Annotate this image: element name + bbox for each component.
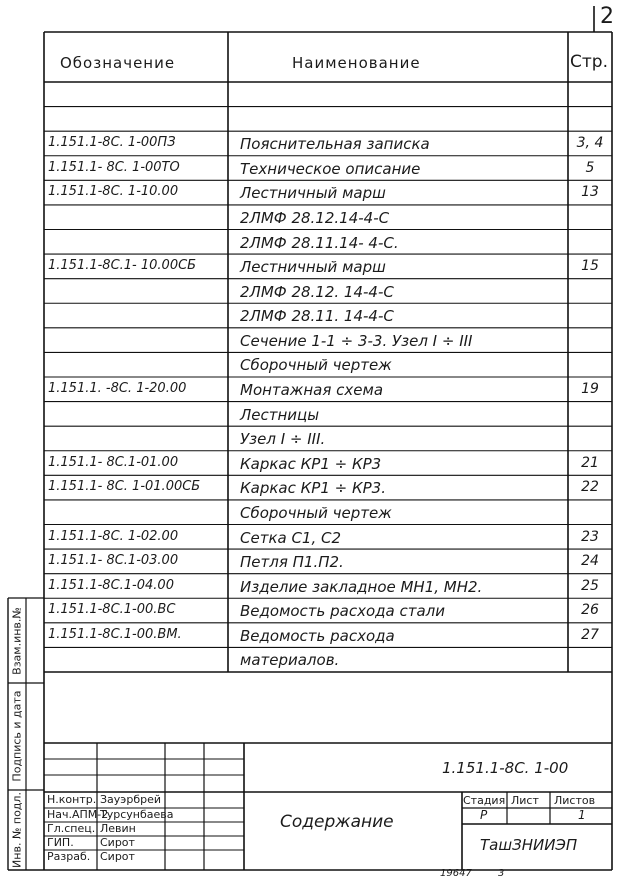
row-designation: 1.151.1- 8С. 1-00ТО xyxy=(48,159,180,175)
row-name: Лестничный марш xyxy=(240,258,386,277)
row-designation: 1.151.1-8С.1-00.ВС xyxy=(48,602,176,618)
row-page: 21 xyxy=(581,454,599,471)
row-name: Каркас КР1 ÷ КР3. xyxy=(240,479,386,498)
stamp-replacement-inv: Взам.инв.№ xyxy=(10,607,24,675)
signature-name: Зауэрбрей xyxy=(100,793,162,806)
row-page: 23 xyxy=(581,528,599,545)
row-page: 27 xyxy=(581,626,599,643)
row-name: 2ЛМФ 28.12. 14-4-С xyxy=(240,282,394,301)
row-designation: 1.151.1-8С. 1-02.00 xyxy=(48,528,179,544)
row-name: 2ЛМФ 28.11. 14-4-С xyxy=(240,307,394,326)
row-name: Сборочный чертеж xyxy=(240,356,392,375)
row-page: 26 xyxy=(581,602,599,619)
signature-name: Сирот xyxy=(100,836,135,849)
row-page: 15 xyxy=(581,258,599,275)
footer-copy: 3 xyxy=(498,868,505,879)
stamp-signature-date: Подпись и дата xyxy=(10,690,24,782)
row-name: Монтажная схема xyxy=(240,381,384,399)
row-name: Каркас КР1 ÷ КР3 xyxy=(240,454,382,473)
row-name: 2ЛМФ 28.12.14-4-С xyxy=(240,208,390,227)
page-number: 2 xyxy=(600,4,614,29)
row-page: 13 xyxy=(581,184,599,201)
row-designation: 1.151.1- 8С. 1-01.00СБ xyxy=(48,479,201,495)
row-name: Сборочный чертеж xyxy=(240,503,392,522)
row-name: Ведомость расхода стали xyxy=(240,602,446,621)
sheet-label: Лист xyxy=(511,794,539,807)
row-name: 2ЛМФ 28.11.14- 4-С. xyxy=(240,233,399,252)
row-name: Ведомость расхода xyxy=(240,626,395,645)
row-name: Сечение 1-1 ÷ 3-3. Узел I ÷ III xyxy=(240,331,473,350)
row-page: 25 xyxy=(581,577,599,594)
signature-role: ГИП. xyxy=(47,836,74,849)
row-designation: 1.151.1- 8С.1-01.00 xyxy=(48,454,179,470)
document-code: 1.151.1-8С. 1-00 xyxy=(442,759,569,777)
header-designation: Обозначение xyxy=(60,54,176,72)
row-name: Лестницы xyxy=(240,405,320,424)
signature-name: Сирот xyxy=(100,850,135,863)
document-title: Содержание xyxy=(280,812,394,832)
row-name: Петля П1.П2. xyxy=(240,553,344,572)
row-designation: 1.151.1. -8С. 1-20.00 xyxy=(48,381,187,396)
row-name: Сетка С1, С2 xyxy=(240,528,342,547)
organization: ТашЗНИИЭП xyxy=(480,836,578,854)
row-designation: 1.151.1-8С. 1-00ПЗ xyxy=(48,135,176,151)
row-name: Лестничный марш xyxy=(240,184,386,203)
footer-number: 19647 xyxy=(440,868,472,879)
signature-name: Левин xyxy=(100,822,136,835)
row-designation: 1.151.1-8С.1-04.00 xyxy=(48,577,174,593)
row-name: Техническое описание xyxy=(240,159,421,178)
row-page: 3, 4 xyxy=(576,135,604,152)
signature-name: Турсунбаева xyxy=(100,808,174,821)
row-designation: 1.151.1-8С.1- 10.00СБ xyxy=(48,258,197,274)
row-page: 24 xyxy=(581,553,599,570)
header-name: Наименование xyxy=(292,54,421,72)
sheets-label: Листов xyxy=(554,794,596,807)
row-name: Пояснительная записка xyxy=(240,135,430,154)
row-page: 5 xyxy=(585,159,595,176)
row-page: 22 xyxy=(581,479,599,496)
header-page: Стр. xyxy=(570,52,608,72)
stamp-original-inv: Инв. № подл. xyxy=(10,792,24,868)
stage-value: Р xyxy=(480,808,488,822)
row-designation: 1.151.1-8С. 1-10.00 xyxy=(48,184,179,200)
sheets-value: 1 xyxy=(578,808,586,822)
stage-label: Стадия xyxy=(463,794,506,807)
row-name: материалов. xyxy=(240,651,340,670)
row-designation: 1.151.1- 8С.1-03.00 xyxy=(48,553,179,569)
row-name: Изделие закладное МН1, МН2. xyxy=(240,577,483,596)
row-designation: 1.151.1-8С.1-00.ВМ. xyxy=(48,626,182,642)
row-name: Узел I ÷ III. xyxy=(240,430,326,449)
signature-role: Нач.АПМ-2 xyxy=(47,808,109,821)
row-page: 19 xyxy=(581,381,599,397)
signature-role: Гл.спец. xyxy=(47,822,96,835)
signature-role: Н.контр. xyxy=(47,793,97,806)
signature-role: Разраб. xyxy=(47,850,91,863)
